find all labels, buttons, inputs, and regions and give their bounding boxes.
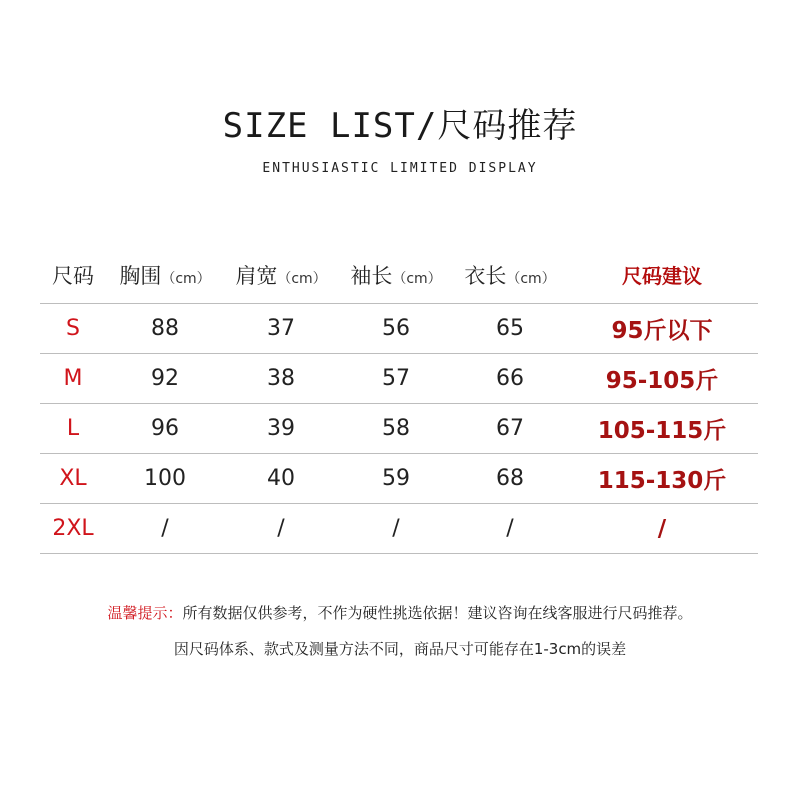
advice-cell: 95-105斤 (566, 354, 758, 404)
length-cell: 66 (454, 354, 566, 404)
column-header-chest: 胸围（cm） (106, 246, 224, 304)
chest-cell: 88 (106, 304, 224, 354)
unit-label: （cm） (506, 270, 556, 287)
chest-cell: 100 (106, 454, 224, 504)
tip-note (0, 602, 800, 623)
chest-cell: 96 (106, 404, 224, 454)
sleeve-cell: 56 (338, 304, 454, 354)
shoulder-cell: 37 (224, 304, 338, 354)
length-cell: / (454, 504, 566, 554)
table-row (40, 504, 758, 554)
column-header-length: 衣长（cm） (454, 246, 566, 304)
page-subtitle: ENTHUSIASTIC LIMITED DISPLAY (262, 161, 538, 176)
chest-cell: / (106, 504, 224, 554)
shoulder-cell: 39 (224, 404, 338, 454)
size-cell: M (40, 354, 106, 404)
chest-cell: 92 (106, 354, 224, 404)
size-cell: XL (40, 454, 106, 504)
table-row (40, 454, 758, 504)
column-header-sleeve: 袖长（cm） (338, 246, 454, 304)
tip-label: 温馨提示： (107, 604, 183, 622)
disclaimer-note: 因尺码体系、款式及测量方法不同，商品尺寸可能存在1-3cm的误差 (173, 640, 627, 658)
table-row (40, 404, 758, 454)
table-row (40, 354, 758, 404)
column-header-advice: 尺码建议 (566, 246, 758, 304)
unit-label: （cm） (161, 270, 211, 287)
page-title: SIZE LIST/尺码推荐 (222, 106, 578, 146)
column-header-shoulder: 肩宽（cm） (224, 246, 338, 304)
shoulder-cell: 38 (224, 354, 338, 404)
sleeve-cell: 58 (338, 404, 454, 454)
length-cell: 65 (454, 304, 566, 354)
table-row (40, 304, 758, 354)
length-cell: 68 (454, 454, 566, 504)
length-cell: 67 (454, 404, 566, 454)
tip-text: 所有数据仅供参考，不作为硬性挑选依据！建议咨询在线客服进行尺码推荐。 (182, 604, 693, 622)
advice-cell: 95斤以下 (566, 304, 758, 354)
shoulder-cell: 40 (224, 454, 338, 504)
shoulder-cell: / (224, 504, 338, 554)
sleeve-cell: 57 (338, 354, 454, 404)
size-cell: L (40, 404, 106, 454)
unit-label: （cm） (392, 270, 442, 287)
advice-cell: 105-115斤 (566, 404, 758, 454)
size-cell: 2XL (40, 504, 106, 554)
advice-cell: 115-130斤 (566, 454, 758, 504)
sleeve-cell: 59 (338, 454, 454, 504)
size-table (40, 246, 758, 554)
table-header-row (40, 246, 758, 304)
sleeve-cell: / (338, 504, 454, 554)
column-header-size: 尺码 (40, 246, 106, 304)
unit-label: （cm） (277, 270, 327, 287)
advice-cell: / (566, 504, 758, 554)
size-cell: S (40, 304, 106, 354)
